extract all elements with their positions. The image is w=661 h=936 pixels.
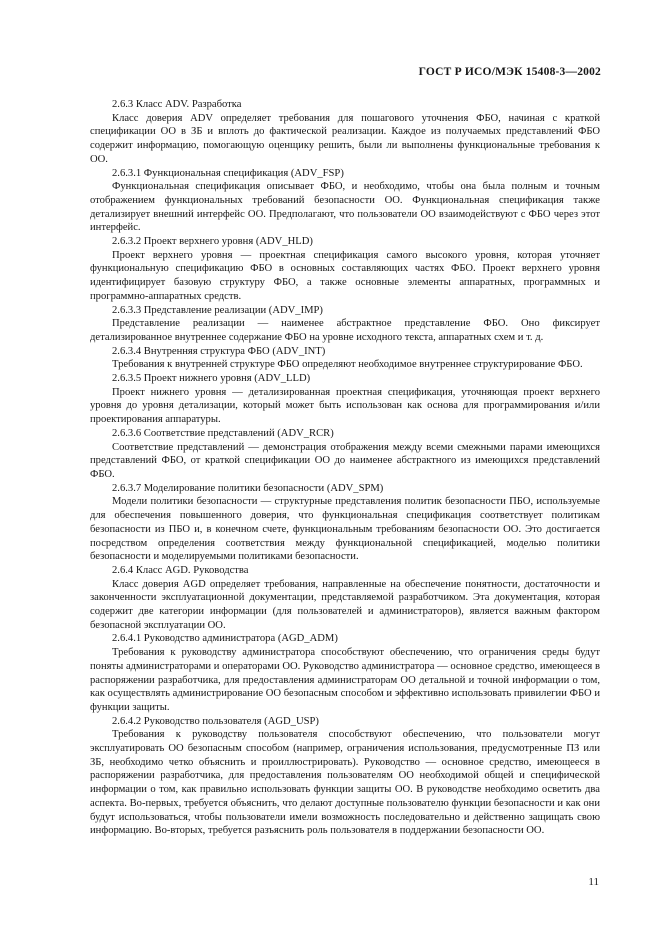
subsection-heading: 2.6.3.3 Представление реализации (ADV_IMP) (112, 304, 323, 316)
document-header: ГОСТ Р ИСО/МЭК 15408-3—2002 (418, 66, 601, 78)
paragraph: Требования к руководству пользователя способствуют обеспечению, что пользователи могут эксплуатировать ОО безопасным способом (например, ограничения использования, предусмотренные ПЗ или ЗБ, необходимо четко объяснить и проиллюстрировать). Руководство — основное средство, имеющееся в распоряжении разработчика, для предоставления пользователям ОО необходимой общей и специфической информации о том, как правильно использовать функции защиты ОО. В руководстве необходимо осветить два аспекта. Во-первых, требуется объяснить, что делают доступные пользователю функции безопасности и как они будут использоваться, чтобы пользователи имели возможность последовательно и действенно защищать свою информацию. Во-вторых, требуется разъяснить роль пользователя в поддержании безопасности ОО. (90, 729, 600, 837)
page-number: 11 (588, 876, 599, 888)
subsection-heading: 2.6.4.2 Руководство пользователя (AGD_USP) (112, 715, 319, 727)
paragraph: Модели политики безопасности — структурные представления политик безопасности ПБО, используемые для обеспечения повышенного доверия, что функциональная спецификация соответствует политикам безопасности из ПБО и, в конечном счете, функциональным требованиям безопасности ОО. Это достигается посредством определения соответствия между функциональной спецификацией, моделью политики безопасности и моделируемыми политиками безопасности. (90, 496, 600, 563)
subsection-heading: 2.6.3.6 Соответствие представлений (ADV_RCR) (112, 427, 334, 439)
document-body (90, 98, 600, 838)
subsection-heading: 2.6.3.2 Проект верхнего уровня (ADV_HLD) (112, 236, 313, 248)
section-heading-2-6-4: 2.6.4 Класс AGD. Руководства (112, 564, 249, 576)
subsection-heading: 2.6.3.1 Функциональная спецификация (ADV_FSP) (112, 167, 344, 179)
subsection-heading: 2.6.4.1 Руководство администратора (AGD_ADM) (112, 633, 338, 645)
paragraph: Требования к внутренней структуре ФБО определяют необходимое внутреннее структурирование ФБО. (112, 359, 583, 371)
section-heading-2-6-3: 2.6.3 Класс ADV. Разработка (112, 99, 242, 110)
paragraph: Проект верхнего уровня — проектная спецификация самого высокого уровня, которая уточняет функциональную спецификацию ФБО в основных составляющих частях ФБО. Проект верхнего уровня идентифицирует базовую структуру ФБО, а также основные элементы аппаратных, программных и программно-аппаратных средств. (90, 249, 600, 302)
paragraph: Соответствие представлений — демонстрация отображения между всеми смежными парами имеющихся представлений ФБО, от краткой спецификации ОО до наименее абстрактного из имеющихся представлений ФБО. (90, 441, 600, 480)
paragraph: Требования к руководству администратора способствуют обеспечению, что ограничения среды будут поняты администраторами и операторами ОО. Руководство администратора — основное средство, имеющееся в распоряжении разработчика, для предоставления администраторам ОО детальной и точной информации о том, как осуществлять администрирование ОО безопасным способом и эффективно использовать привилегии ФБО и функции защиты. (90, 647, 600, 713)
subsection-heading: 2.6.3.4 Внутренняя структура ФБО (ADV_INT) (112, 345, 326, 357)
paragraph: Функциональная спецификация описывает ФБО, и необходимо, чтобы она была полным и точным отображением функциональных требований безопасности ОО. Функциональная спецификация также детализирует внешний интерфейс ОО. Предполагают, что пользователи ОО взаимодействуют с ФБО через этот интерфейс. (90, 181, 600, 234)
paragraph: Класс доверия ADV определяет требования для пошагового уточнения ФБО, начиная с краткой спецификации ОО в ЗБ и вплоть до фактической реализации. Каждое из получаемых представлений ФБО содержит информацию, помогающую оценщику решить, были ли выполнены функциональные требования к ОО. (90, 112, 600, 165)
paragraph: Класс доверия AGD определяет требования, направленные на обеспечение понятности, достаточности и законченности эксплуатационной документации, представляемой разработчиком. Эта документация, которая содержит две категории информации (для пользователей и администраторов), является важным фактором безопасной эксплуатации ОО. (90, 578, 600, 631)
subsection-heading: 2.6.3.7 Моделирование политики безопасности (ADV_SPM) (112, 482, 384, 494)
paragraph: Проект нижнего уровня — детализированная проектная спецификация, уточняющая проект верхнего уровня до уровня детализации, который может быть использован как основа для программирования и/или проектирования аппаратуры. (90, 386, 600, 426)
paragraph: Представление реализации — наименее абстрактное представление ФБО. Оно фиксирует детализированное внутреннее содержание ФБО на уровне исходного текста, аппаратных схем и т. д. (90, 318, 600, 343)
subsection-heading: 2.6.3.5 Проект нижнего уровня (ADV_LLD) (112, 373, 311, 385)
